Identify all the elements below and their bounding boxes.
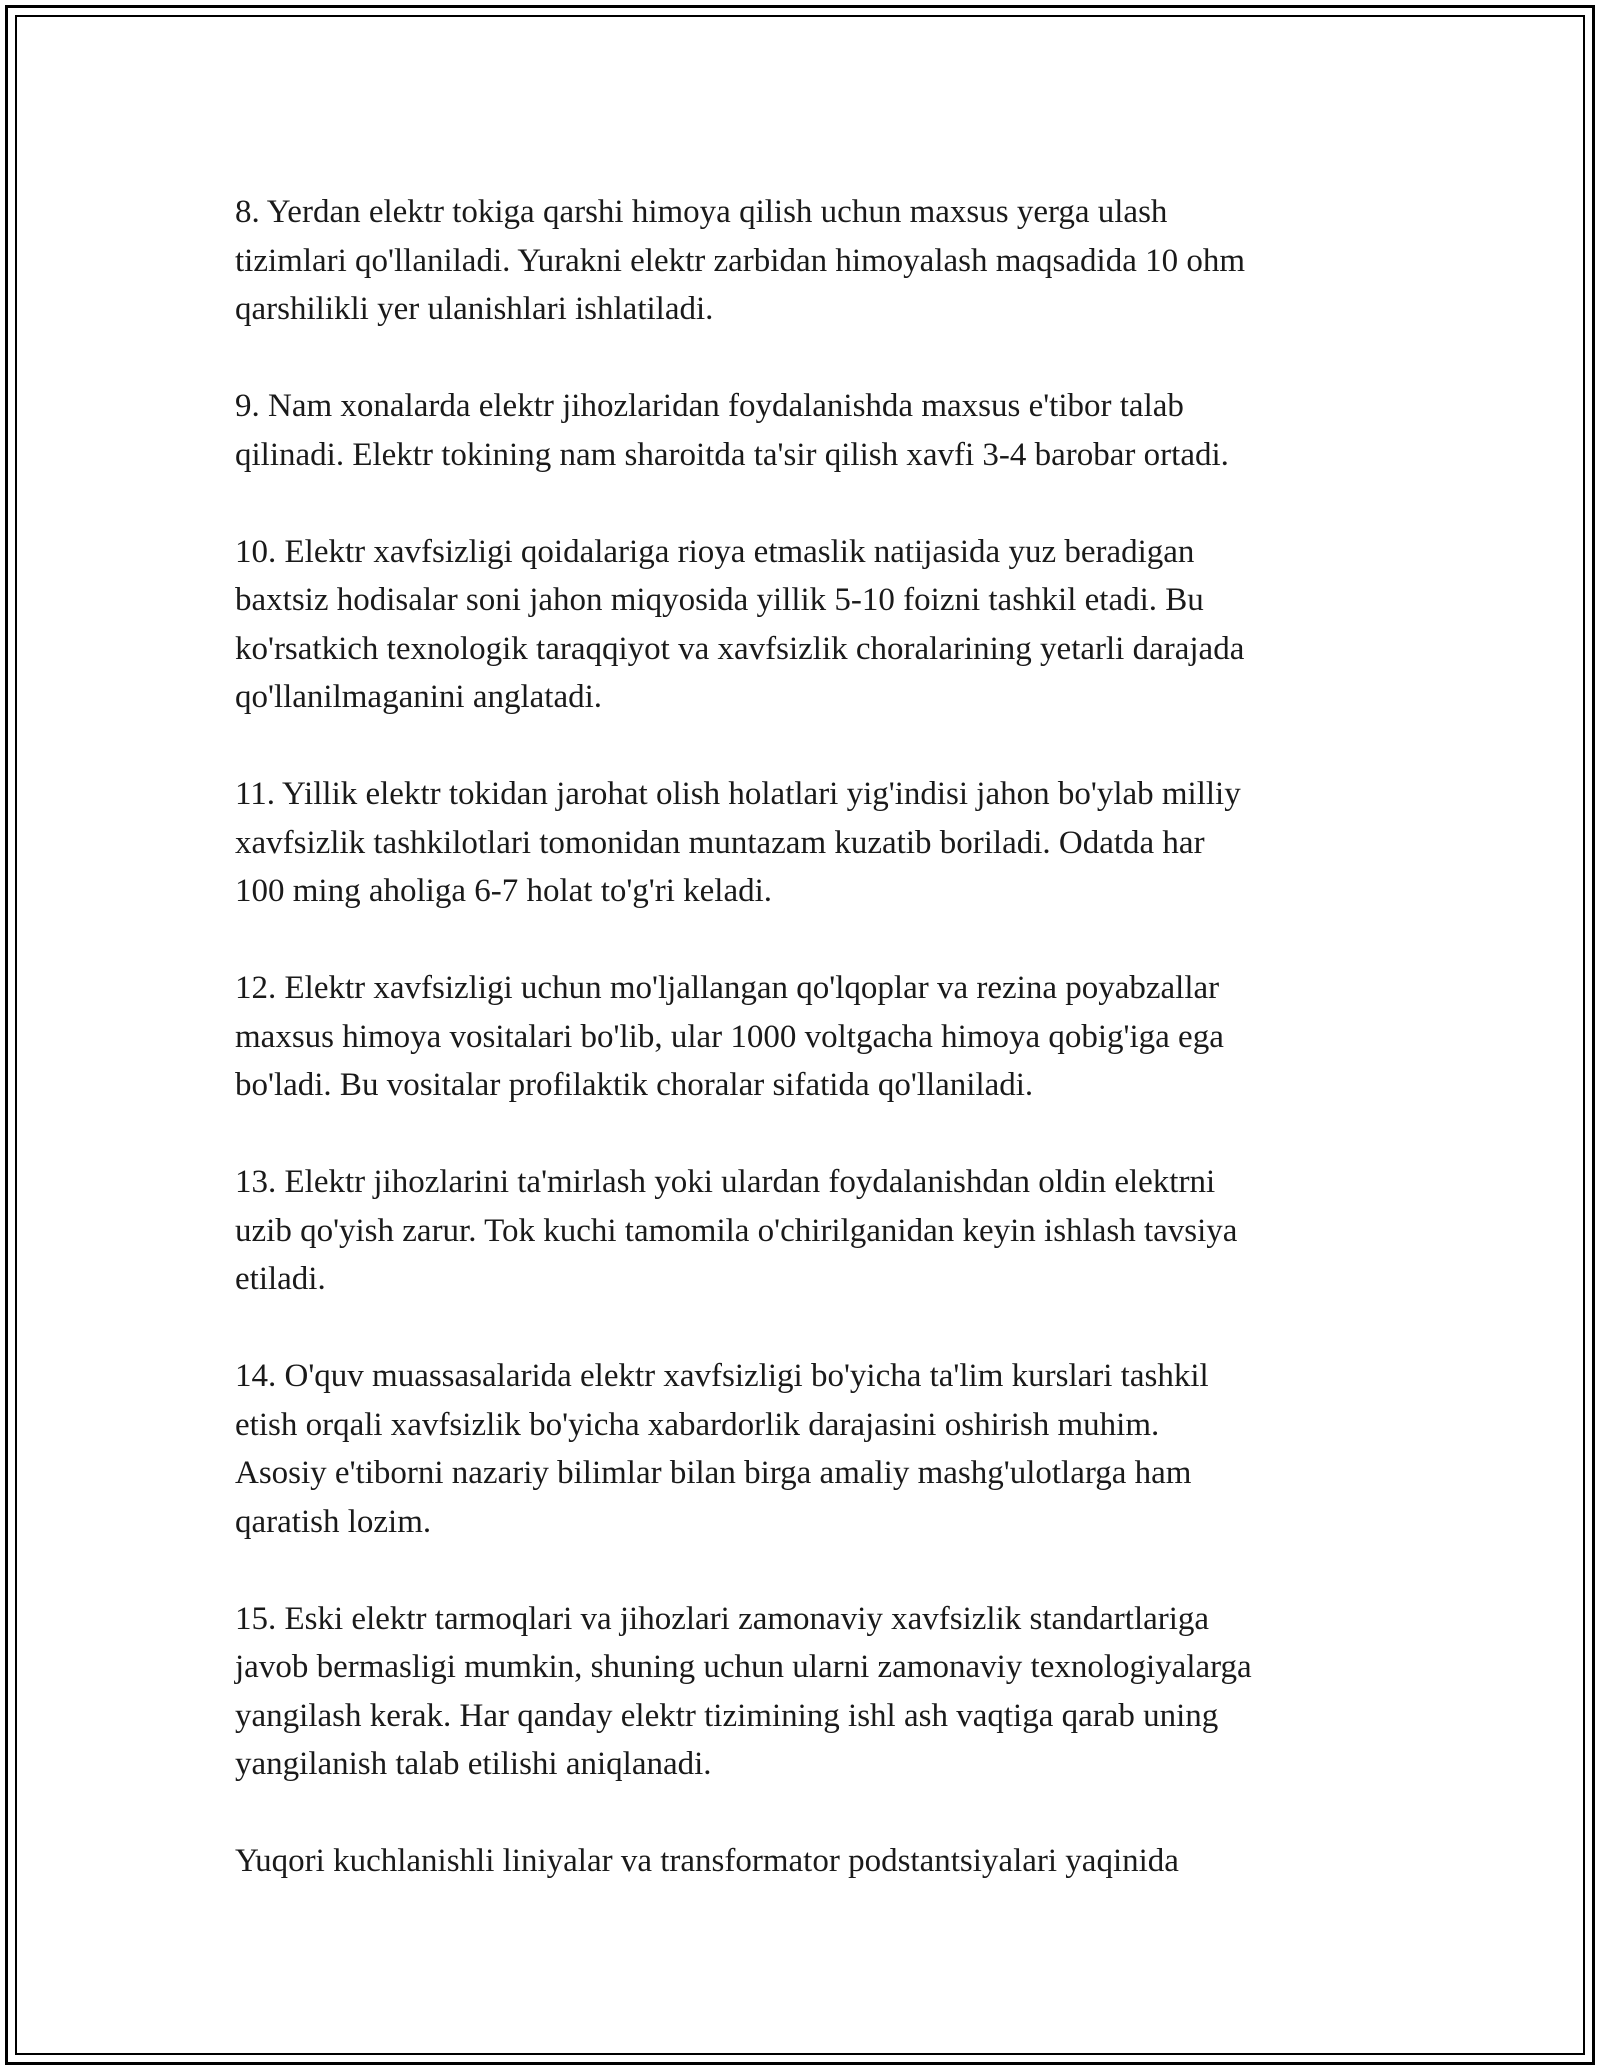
paragraph-14: 14. O'quv muassasalarida elektr xavfsizligi bo'yicha ta'lim kurslari tashkil etish orqali xavfsizlik bo'yicha xabardorlik darajasini oshirish muhim. Asosiy e'tiborni nazariy bilimlar bilan birga amaliy mashg'ulotlarga ham qaratish lozim. — [235, 1358, 1209, 1540]
paragraph-12: 12. Elektr xavfsizligi uchun mo'ljallangan qo'lqoplar va rezina poyabzallar maxsus himoya vositalari bo'lib, ular 1000 voltgacha himoya qobig'iga ega bo'ladi. Bu vositalar profilaktik choralar sifatida qo'llaniladi. — [235, 970, 1224, 1103]
paragraph-continuation: Yuqori kuchlanishli liniyalar va transformator podstantsiyalari yaqinida — [235, 1843, 1179, 1879]
paragraph-10: 10. Elektr xavfsizligi qoidalariga rioya etmaslik natijasida yuz beradigan baxtsiz hodisalar soni jahon miqyosida yillik 5-10 foizni tashkil etadi. Bu ko'rsatkich texnologik taraqqiyot va xavfsizlik choralarining yetarli darajada qo'llanilmaganini anglatadi. — [235, 533, 1245, 715]
paragraph-15: 15. Eski elektr tarmoqlari va jihozlari zamonaviy xavfsizlik standartlariga javob bermasligi mumkin, shuning uchun ularni zamonaviy texnologiyalarga yangilash kerak. Har qanday elektr tizimining ishl ash vaqtiga qarab uning yangilanish talab etilishi aniqlanadi. — [235, 1600, 1252, 1782]
paragraph-8: 8. Yerdan elektr tokiga qarshi himoya qilish uchun maxsus yerga ulash tizimlari qo'llaniladi. Yurakni elektr zarbidan himoyalash maqsadida 10 ohm qarshilikli yer ulanishlari ishlatiladi. — [235, 194, 1246, 327]
document-body — [235, 188, 1375, 1934]
paragraph-13: 13. Elektr jihozlarini ta'mirlash yoki ulardan foydalanishdan oldin elektrni uzib qo'yish zarur. Tok kuchi tamomila o'chirilganidan keyin ishlash tavsiya etiladi. — [235, 1164, 1238, 1297]
paragraph-9: 9. Nam xonalarda elektr jihozlaridan foydalanishda maxsus e'tibor talab qilinadi. Elektr tokining nam sharoitda ta'sir qilish xavfi 3-4 barobar ortadi. — [235, 388, 1229, 473]
paragraph-11: 11. Yillik elektr tokidan jarohat olish holatlari yig'indisi jahon bo'ylab milliy xavfsizlik tashkilotlari tomonidan muntazam kuzatib boriladi. Odatda har 100 ming aholiga 6-7 holat to'g'ri keladi. — [235, 776, 1241, 909]
